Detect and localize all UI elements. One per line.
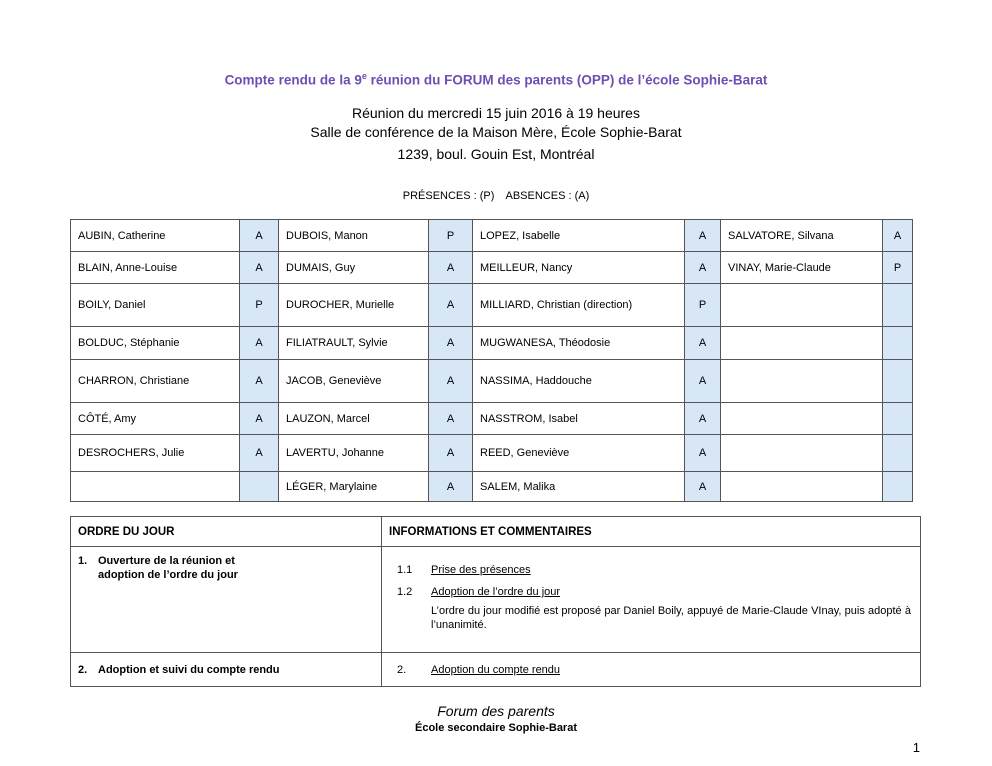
member-name: DUROCHER, Murielle: [279, 284, 429, 327]
attendance-status: P: [240, 284, 279, 327]
sub-item-1-1-number: 1.1: [397, 564, 413, 576]
attendance-status: A: [685, 403, 721, 435]
footer-school: École secondaire Sophie-Barat: [415, 722, 577, 734]
member-name: DESROCHERS, Julie: [71, 435, 240, 472]
member-name: LAVERTU, Johanne: [279, 435, 429, 472]
member-name: MEILLEUR, Nancy: [473, 252, 685, 284]
agenda-header-row: [71, 517, 921, 547]
attendance-status: A: [685, 435, 721, 472]
member-name: [721, 472, 883, 502]
attendance-status: A: [240, 220, 279, 252]
attendance-status: P: [883, 252, 913, 284]
agenda-table: [70, 516, 921, 687]
agenda-item-1-title-l1: Ouverture de la réunion et: [98, 555, 235, 567]
attendance-status: P: [685, 284, 721, 327]
meeting-date: Réunion du mercredi 15 juin 2016 à 19 heures: [352, 105, 640, 121]
attendance-status: [883, 403, 913, 435]
member-name: [721, 435, 883, 472]
member-name: CHARRON, Christiane: [71, 360, 240, 403]
footer-forum: Forum des parents: [437, 703, 555, 719]
meeting-location: Salle de conférence de la Maison Mère, École Sophie-Barat: [310, 124, 682, 140]
attendance-status: A: [685, 360, 721, 403]
attendance-status: A: [240, 435, 279, 472]
member-name: NASSIMA, Haddouche: [473, 360, 685, 403]
attendance-status: A: [429, 435, 473, 472]
member-name: LOPEZ, Isabelle: [473, 220, 685, 252]
attendance-row: [71, 472, 913, 502]
attendance-status: A: [685, 220, 721, 252]
attendance-status: A: [429, 403, 473, 435]
attendance-status: [883, 284, 913, 327]
attendance-status: A: [240, 360, 279, 403]
agenda-item-2-number: 2.: [78, 664, 88, 676]
attendance-table: [70, 219, 913, 502]
attendance-status: [240, 472, 279, 502]
attendance-status: A: [240, 403, 279, 435]
member-name: AUBIN, Catherine: [71, 220, 240, 252]
page-number: 1: [912, 740, 920, 755]
member-name: DUBOIS, Manon: [279, 220, 429, 252]
sub-item-1-2: [397, 585, 919, 599]
member-name: REED, Geneviève: [473, 435, 685, 472]
member-name: [721, 284, 883, 327]
attendance-status: A: [685, 252, 721, 284]
sub-item-2-number: 2.: [397, 664, 407, 676]
attendance-row: [71, 220, 913, 252]
attendance-row: [71, 360, 913, 403]
sub-item-1-1-label: Prise des présences: [431, 564, 531, 576]
attendance-status: A: [240, 327, 279, 360]
member-name: [721, 403, 883, 435]
agenda-item-1: [71, 547, 382, 653]
attendance-status: [883, 360, 913, 403]
attendance-row: [71, 403, 913, 435]
agenda-col-header: ORDRE DU JOUR: [71, 517, 382, 547]
attendance-row: [71, 252, 913, 284]
attendance-legend: [0, 190, 992, 202]
agenda-item-2: [71, 653, 382, 687]
agenda-item-2-title: Adoption et suivi du compte rendu: [98, 664, 280, 676]
attendance-status: A: [429, 360, 473, 403]
member-name: SALEM, Malika: [473, 472, 685, 502]
attendance-status: [883, 435, 913, 472]
attendance-row: [71, 435, 913, 472]
attendance-status: A: [429, 327, 473, 360]
attendance-status: A: [429, 472, 473, 502]
attendance-status: A: [429, 284, 473, 327]
info-col-header: INFORMATIONS ET COMMENTAIRES: [382, 517, 921, 547]
sub-item-1-2-number: 1.2: [397, 586, 413, 598]
member-name: LAUZON, Marcel: [279, 403, 429, 435]
attendance-status: P: [429, 220, 473, 252]
member-name: [721, 327, 883, 360]
member-name: LÉGER, Marylaine: [279, 472, 429, 502]
attendance-row: [71, 327, 913, 360]
agenda-item-1-note: L’ordre du jour modifié est proposé par Daniel Boily, appuyé de Marie-Claude VInay, puis adopté à l’unanimité.: [431, 605, 911, 631]
attendance-status: A: [883, 220, 913, 252]
sub-item-2: [397, 663, 919, 677]
document-title: Compte rendu de la 9e réunion du FORUM des parents (OPP) de l’école Sophie-Barat: [224, 71, 768, 88]
member-name: BLAIN, Anne-Louise: [71, 252, 240, 284]
member-name: VINAY, Marie-Claude: [721, 252, 883, 284]
agenda-item-1-title-l2: adoption de l’ordre du jour: [98, 569, 238, 581]
sub-item-1-1: [397, 563, 919, 577]
member-name: SALVATORE, Silvana: [721, 220, 883, 252]
attendance-status: A: [429, 252, 473, 284]
attendance-status: [883, 472, 913, 502]
member-name: DUMAIS, Guy: [279, 252, 429, 284]
attendance-row: [71, 284, 913, 327]
attendance-status: [883, 327, 913, 360]
attendance-status: A: [685, 327, 721, 360]
member-name: MILLIARD, Christian (direction): [473, 284, 685, 327]
meeting-address: 1239, boul. Gouin Est, Montréal: [397, 146, 595, 162]
member-name: NASSTROM, Isabel: [473, 403, 685, 435]
legend-presences: PRÉSENCES : (P): [402, 190, 495, 202]
member-name: BOLDUC, Stéphanie: [71, 327, 240, 360]
sub-item-2-label: Adoption du compte rendu: [431, 664, 561, 676]
member-name: CÔTÉ, Amy: [71, 403, 240, 435]
legend-absences: ABSENCES : (A): [505, 190, 590, 202]
attendance-status: A: [240, 252, 279, 284]
member-name: FILIATRAULT, Sylvie: [279, 327, 429, 360]
member-name: [721, 360, 883, 403]
member-name: MUGWANESA, Théodosie: [473, 327, 685, 360]
member-name: [71, 472, 240, 502]
member-name: JACOB, Geneviève: [279, 360, 429, 403]
agenda-item-2-info: [382, 653, 921, 687]
agenda-item-1-number: 1.: [78, 555, 88, 567]
agenda-item-1-info: [382, 547, 921, 653]
attendance-status: A: [685, 472, 721, 502]
agenda-row-2: [71, 653, 921, 687]
member-name: BOILY, Daniel: [71, 284, 240, 327]
sub-item-1-2-label: Adoption de l’ordre du jour: [431, 586, 561, 598]
agenda-row-1: [71, 547, 921, 653]
